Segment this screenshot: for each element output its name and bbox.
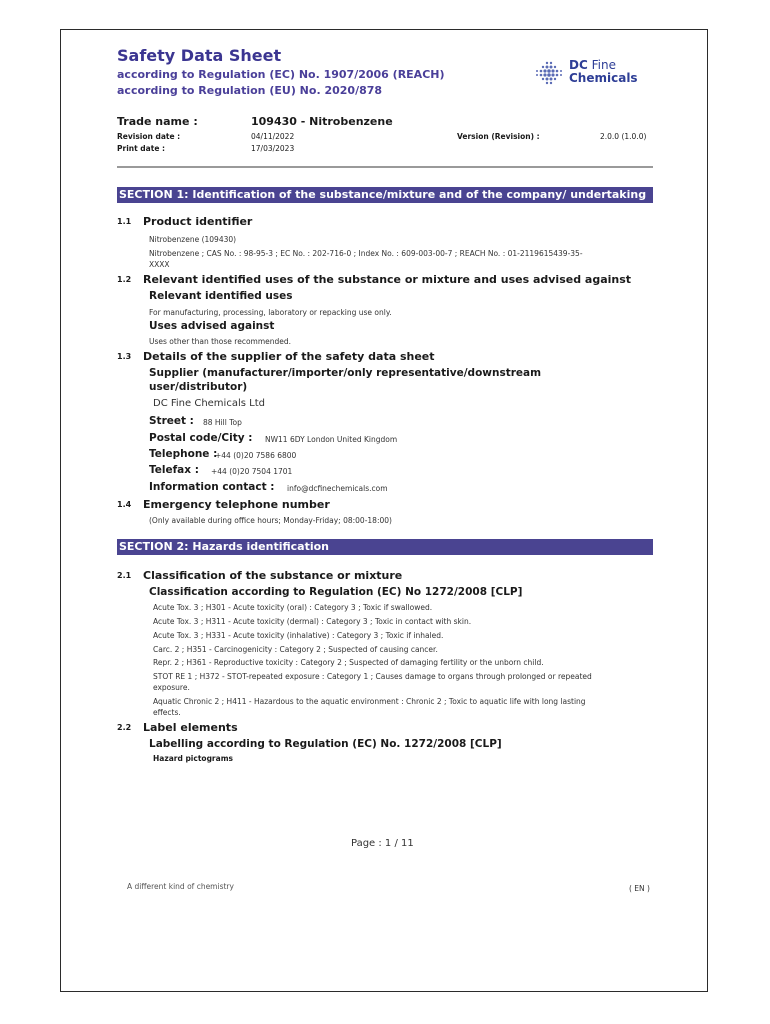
s2-1-number: 2.1 [117, 571, 132, 580]
street-label: Street : [149, 415, 194, 427]
s1-3-number: 1.3 [117, 352, 132, 361]
information-contact-label: Information contact : [149, 481, 275, 493]
company-logo [533, 58, 643, 88]
regulation-line-1: according to Regulation (EC) No. 1907/2006 (REACH) [117, 68, 445, 81]
regulation-line-2: according to Regulation (EU) No. 2020/878 [117, 84, 383, 97]
s1-1-line-2: Nitrobenzene ; CAS No. : 98-95-3 ; EC No. : 202-716-0 ; Index No. : 609-003-00-7 ; REACH No. : 01-2119615439-35- [149, 249, 583, 258]
header-divider [117, 166, 653, 168]
hazard-line: STOT RE 1 ; H372 - STOT-repeated exposure : Category 1 ; Causes damage to organs through prolonged or repeated [153, 672, 592, 681]
street-value: 88 Hill Top [203, 418, 242, 427]
s2-2-number: 2.2 [117, 723, 132, 732]
trade-name-value: 109430 - Nitrobenzene [251, 115, 393, 128]
hazard-line: Aquatic Chronic 2 ; H411 - Hazardous to the aquatic environment : Chronic 2 ; Toxic to aquatic life with long lasting [153, 697, 586, 706]
s2-2-subtitle: Labelling according to Regulation (EC) No. 1272/2008 [CLP] [149, 738, 502, 750]
hazard-line: exposure. [153, 683, 190, 692]
version-label: Version (Revision) : [457, 132, 540, 141]
section-1-header: SECTION 1: Identification of the substance/mixture and of the company/ undertaking [117, 187, 653, 203]
hazard-line: Acute Tox. 3 ; H311 - Acute toxicity (dermal) : Category 3 ; Toxic in contact with skin. [153, 617, 472, 626]
hazard-line: effects. [153, 708, 181, 717]
s1-2-subtitle-1: Relevant identified uses [149, 290, 293, 302]
revision-date-label: Revision date : [117, 132, 181, 141]
telefax-value: +44 (0)20 7504 1701 [211, 467, 293, 476]
footer-language: ( EN ) [629, 884, 650, 893]
telefax-label: Telefax : [149, 464, 199, 476]
hazard-line: Repr. 2 ; H361 - Reproductive toxicity : Category 2 ; Suspected of damaging fertility or the unborn child. [153, 658, 544, 667]
telephone-label: Telephone : [149, 448, 218, 460]
hazard-line: Carc. 2 ; H351 - Carcinogenicity : Category 2 ; Suspected of causing cancer. [153, 645, 438, 654]
print-date-value: 17/03/2023 [251, 144, 295, 153]
supplier-heading-2: user/distributor) [149, 381, 248, 393]
footer-tagline: A different kind of chemistry [127, 882, 234, 891]
s1-2-text-2: Uses other than those recommended. [149, 337, 292, 346]
document-title: Safety Data Sheet [117, 46, 282, 65]
hazard-line: Acute Tox. 3 ; H301 - Acute toxicity (oral) : Category 3 ; Toxic if swallowed. [153, 603, 433, 612]
trade-name-label: Trade name : [117, 115, 198, 128]
s1-2-subtitle-2: Uses advised against [149, 320, 275, 332]
s1-4-number: 1.4 [117, 500, 132, 509]
hazard-pictograms-label: Hazard pictograms [153, 754, 233, 763]
s1-2-title: Relevant identified uses of the substance or mixture and uses advised against [143, 273, 632, 286]
s1-3-title: Details of the supplier of the safety data sheet [143, 350, 435, 363]
s1-1-title: Product identifier [143, 215, 253, 228]
s1-4-text: (Only available during office hours; Monday-Friday; 08:00-18:00) [149, 516, 392, 525]
logo-text-top: DC Fine [569, 58, 616, 72]
section-2-header: SECTION 2: Hazards identification [117, 539, 653, 555]
information-contact-value[interactable]: info@dcfinechemicals.com [287, 484, 388, 493]
s1-1-line-1: Nitrobenzene (109430) [149, 235, 237, 244]
s1-2-text-1: For manufacturing, processing, laboratory or repacking use only. [149, 308, 392, 317]
s1-2-number: 1.2 [117, 275, 132, 284]
s2-1-subtitle: Classification according to Regulation (EC) No 1272/2008 [CLP] [149, 586, 523, 598]
s2-1-title: Classification of the substance or mixture [143, 569, 403, 582]
hazard-line: Acute Tox. 3 ; H331 - Acute toxicity (inhalative) : Category 3 ; Toxic if inhaled. [153, 631, 444, 640]
version-value: 2.0.0 (1.0.0) [600, 132, 647, 141]
document-page [60, 29, 708, 992]
s1-4-title: Emergency telephone number [143, 498, 330, 511]
revision-date-value: 04/11/2022 [251, 132, 295, 141]
print-date-label: Print date : [117, 144, 166, 153]
logo-dots-icon [533, 60, 565, 86]
supplier-company: DC Fine Chemicals Ltd [153, 398, 265, 409]
telephone-value: +44 (0)20 7586 6800 [215, 451, 297, 460]
s2-2-title: Label elements [143, 721, 238, 734]
postal-value: NW11 6DY London United Kingdom [265, 435, 398, 444]
supplier-heading-1: Supplier (manufacturer/importer/only representative/downstream [149, 367, 542, 379]
s1-1-line-3: XXXX [149, 260, 170, 269]
postal-label: Postal code/City : [149, 432, 253, 444]
logo-text-bottom: Chemicals [569, 71, 638, 85]
s1-1-number: 1.1 [117, 217, 132, 226]
page-number: Page : 1 / 11 [351, 838, 414, 849]
